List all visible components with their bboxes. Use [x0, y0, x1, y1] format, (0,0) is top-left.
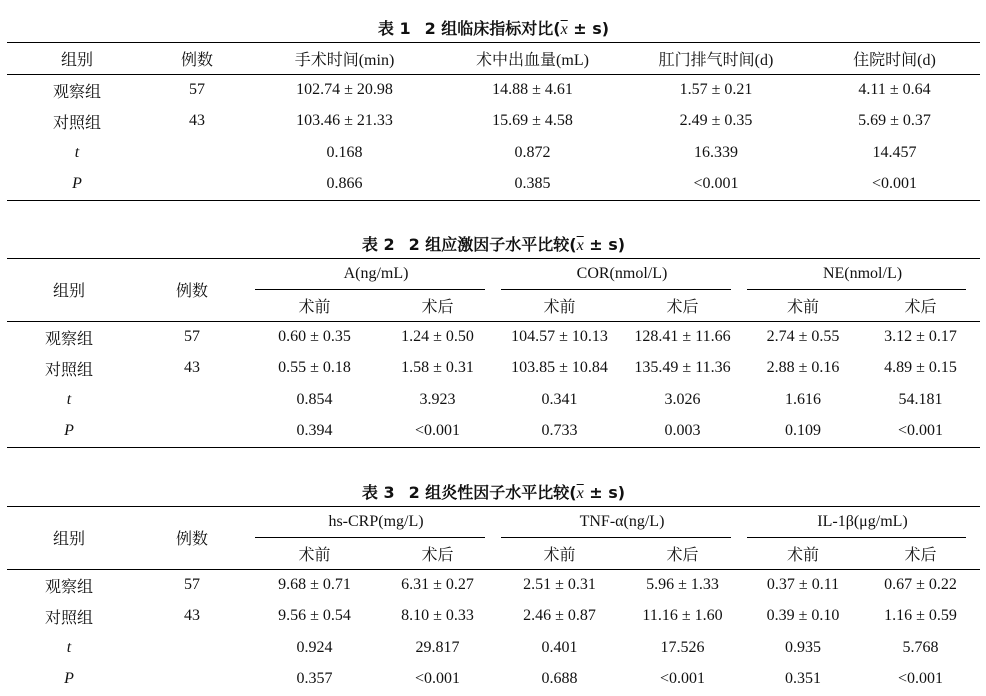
- subcolumn-header: 术后: [904, 298, 937, 316]
- table-cell: 4.89 ± 0.15: [884, 359, 957, 377]
- table-cell: [147, 137, 247, 169]
- table-title-end: ± s): [583, 483, 626, 502]
- table-cell: 2.49 ± 0.35: [679, 112, 753, 130]
- table-cell: 0.688: [541, 670, 578, 688]
- group-label: IL-1β(μg/mL): [817, 513, 908, 530]
- subcolumn-header: 术后: [666, 546, 699, 564]
- table-cell: 0.39 ± 0.10: [766, 607, 840, 625]
- table-row: [7, 137, 980, 169]
- column-group-header: [745, 259, 980, 291]
- column-header: 组别: [7, 507, 131, 570]
- table-cell: 0.394: [296, 422, 333, 439]
- table-cell: 对照组: [44, 609, 93, 627]
- table-cell: 1.24 ± 0.50: [401, 328, 474, 345]
- table-cell: t: [66, 390, 72, 408]
- mean-symbol: $\overline{x}$: [576, 485, 584, 502]
- table-cell: 3.026: [664, 390, 701, 408]
- table-row: [7, 321, 980, 353]
- subcolumn-header: 术后: [904, 546, 937, 564]
- column-header: 例数: [131, 259, 253, 322]
- table-cell: 43: [184, 359, 200, 377]
- table-1-grid: [7, 42, 980, 201]
- table-cell: [131, 664, 253, 696]
- table-cell: t: [66, 638, 72, 656]
- table-cell: <0.001: [897, 422, 944, 439]
- table-cell: [131, 632, 253, 664]
- table-cell: 0.935: [785, 638, 821, 656]
- table-row: [7, 169, 980, 201]
- table-cell: 14.457: [872, 143, 917, 161]
- table-3-grid: [7, 506, 980, 695]
- column-header: 术中出血量(mL): [476, 51, 589, 69]
- mean-symbol: $\overline{x}$: [560, 21, 568, 38]
- table-row: [7, 74, 980, 106]
- table-row: [7, 353, 980, 385]
- table-title: 2 组应激因子水平比较(: [408, 235, 577, 254]
- table-row: [7, 632, 980, 664]
- column-header: 例数: [131, 507, 253, 570]
- column-header: 肛门排气时间(d): [658, 51, 774, 69]
- column-header: 例数: [180, 51, 213, 69]
- table-cell: 57: [184, 576, 200, 593]
- column-group-header: [253, 259, 499, 291]
- table-1: [7, 16, 980, 201]
- column-group-header: [499, 507, 745, 539]
- table-3-caption: [7, 480, 980, 506]
- table-cell: 0.854: [296, 390, 333, 408]
- table-cell: 0.401: [541, 638, 578, 656]
- table-cell: 8.10 ± 0.33: [401, 607, 474, 625]
- table-cell: 观察组: [52, 83, 101, 101]
- table-cell: 5.768: [902, 638, 939, 656]
- table-cell: 135.49 ± 11.36: [634, 359, 731, 377]
- header-row: [7, 43, 980, 75]
- table-cell: 57: [184, 328, 200, 345]
- table-number: 表 1: [377, 19, 411, 38]
- table-2-grid: [7, 258, 980, 448]
- table-cell: <0.001: [897, 670, 944, 688]
- table-cell: 57: [189, 81, 205, 98]
- table-cell: <0.001: [659, 670, 706, 688]
- table-cell: 0.341: [541, 390, 578, 408]
- table-cell: 0.37 ± 0.11: [766, 576, 840, 593]
- table-cell: 9.56 ± 0.54: [278, 607, 351, 625]
- table-2-caption: [7, 232, 980, 258]
- table-cell: 对照组: [52, 114, 101, 132]
- group-label: TNF-α(ng/L): [579, 513, 665, 530]
- table-cell: 128.41 ± 11.66: [634, 328, 731, 345]
- table-cell: <0.001: [414, 422, 461, 439]
- column-header: 组别: [60, 51, 93, 69]
- table-cell: 0.168: [326, 143, 363, 161]
- table-cell: 0.872: [514, 143, 551, 161]
- table-cell: [131, 416, 253, 448]
- table-cell: 0.67 ± 0.22: [884, 576, 957, 593]
- table-cell: <0.001: [871, 175, 918, 192]
- table-cell: 11.16 ± 1.60: [642, 607, 723, 625]
- table-title: 2 组炎性因子水平比较(: [408, 483, 577, 502]
- table-cell: 观察组: [44, 330, 93, 348]
- table-row: [7, 664, 980, 696]
- table-cell: 2.88 ± 0.16: [766, 359, 840, 377]
- table-cell: 6.31 ± 0.27: [401, 576, 474, 593]
- table-cell: 对照组: [44, 361, 93, 379]
- table-cell: 0.385: [514, 175, 551, 192]
- table-cell: 43: [184, 607, 200, 625]
- table-cell: 16.339: [694, 143, 738, 161]
- table-cell: 2.74 ± 0.55: [766, 328, 840, 345]
- table-row: [7, 416, 980, 448]
- table-cell: 观察组: [44, 578, 93, 596]
- table-row: [7, 601, 980, 633]
- table-cell: 43: [189, 112, 205, 130]
- table-cell: 2.46 ± 0.87: [523, 607, 596, 625]
- subcolumn-header: 术后: [421, 298, 454, 316]
- table-cell: 103.46 ± 21.33: [296, 112, 393, 130]
- group-label: hs-CRP(mg/L): [328, 513, 424, 530]
- group-label: A(ng/mL): [343, 265, 409, 282]
- table-cell: 5.69 ± 0.37: [858, 112, 931, 130]
- table-title-end: ± s): [567, 19, 610, 38]
- group-label: NE(nmol/L): [822, 265, 903, 282]
- table-cell: 3.12 ± 0.17: [884, 328, 957, 345]
- table-3: [7, 480, 980, 695]
- column-header: 组别: [7, 259, 131, 322]
- table-cell: 0.55 ± 0.18: [278, 359, 351, 377]
- table-cell: 15.69 ± 4.58: [492, 112, 573, 130]
- table-cell: 2.51 ± 0.31: [523, 576, 596, 593]
- table-cell: 0.924: [296, 638, 333, 656]
- subcolumn-header: 术后: [421, 546, 454, 564]
- table-cell: 0.357: [296, 670, 333, 688]
- table-cell: 0.351: [785, 670, 821, 688]
- table-cell: 0.109: [785, 422, 821, 439]
- column-group-header: [499, 259, 745, 291]
- table-cell: P: [64, 670, 74, 688]
- subcolumn-header: 术前: [786, 298, 819, 316]
- table-cell: [131, 384, 253, 416]
- group-label: COR(nmol/L): [576, 265, 668, 282]
- table-cell: 1.616: [785, 390, 821, 408]
- subcolumn-header: 术前: [543, 298, 576, 316]
- table-number: 表 3: [361, 483, 395, 502]
- subcolumn-header: 术前: [786, 546, 819, 564]
- table-cell: P: [64, 422, 74, 439]
- header-row: [7, 259, 980, 291]
- table-cell: 103.85 ± 10.84: [511, 359, 608, 377]
- column-header: 住院时间(d): [853, 51, 936, 69]
- table-cell: t: [74, 143, 80, 161]
- subcolumn-header: 术前: [543, 546, 576, 564]
- table-title: 2 组临床指标对比(: [424, 19, 561, 38]
- column-group-header: [253, 507, 499, 539]
- subcolumn-header: 术前: [298, 546, 331, 564]
- subcolumn-header: 术前: [298, 298, 331, 316]
- table-cell: <0.001: [693, 175, 739, 192]
- column-group-header: [745, 507, 980, 539]
- table-cell: 14.88 ± 4.61: [492, 81, 573, 98]
- table-cell: 1.16 ± 0.59: [884, 607, 957, 625]
- table-cell: 3.923: [419, 390, 456, 408]
- table-cell: 0.733: [541, 422, 578, 439]
- table-cell: 1.57 ± 0.21: [679, 81, 753, 98]
- table-cell: 54.181: [898, 390, 943, 408]
- table-number: 表 2: [361, 235, 395, 254]
- table-row: [7, 384, 980, 416]
- header-row: [7, 507, 980, 539]
- table-cell: 0.003: [664, 422, 701, 439]
- table-2: [7, 232, 980, 448]
- table-cell: 29.817: [415, 638, 460, 656]
- table-cell: 5.96 ± 1.33: [646, 576, 719, 593]
- table-cell: [147, 169, 247, 201]
- table-1-caption: [7, 16, 980, 42]
- table-cell: 1.58 ± 0.31: [401, 359, 474, 377]
- table-cell: 17.526: [660, 638, 705, 656]
- table-title-end: ± s): [583, 235, 626, 254]
- mean-symbol: $\overline{x}$: [576, 237, 584, 254]
- table-row: [7, 569, 980, 601]
- table-cell: 9.68 ± 0.71: [278, 576, 351, 593]
- table-cell: 102.74 ± 20.98: [296, 81, 393, 98]
- subcolumn-header: 术后: [666, 298, 699, 316]
- table-cell: <0.001: [414, 670, 461, 688]
- table-cell: 104.57 ± 10.13: [511, 328, 608, 345]
- table-cell: 0.866: [326, 175, 363, 192]
- table-cell: P: [72, 175, 82, 192]
- table-cell: 0.60 ± 0.35: [278, 328, 351, 345]
- column-header: 手术时间(min): [294, 51, 395, 69]
- table-row: [7, 106, 980, 138]
- table-cell: 4.11 ± 0.64: [858, 81, 931, 98]
